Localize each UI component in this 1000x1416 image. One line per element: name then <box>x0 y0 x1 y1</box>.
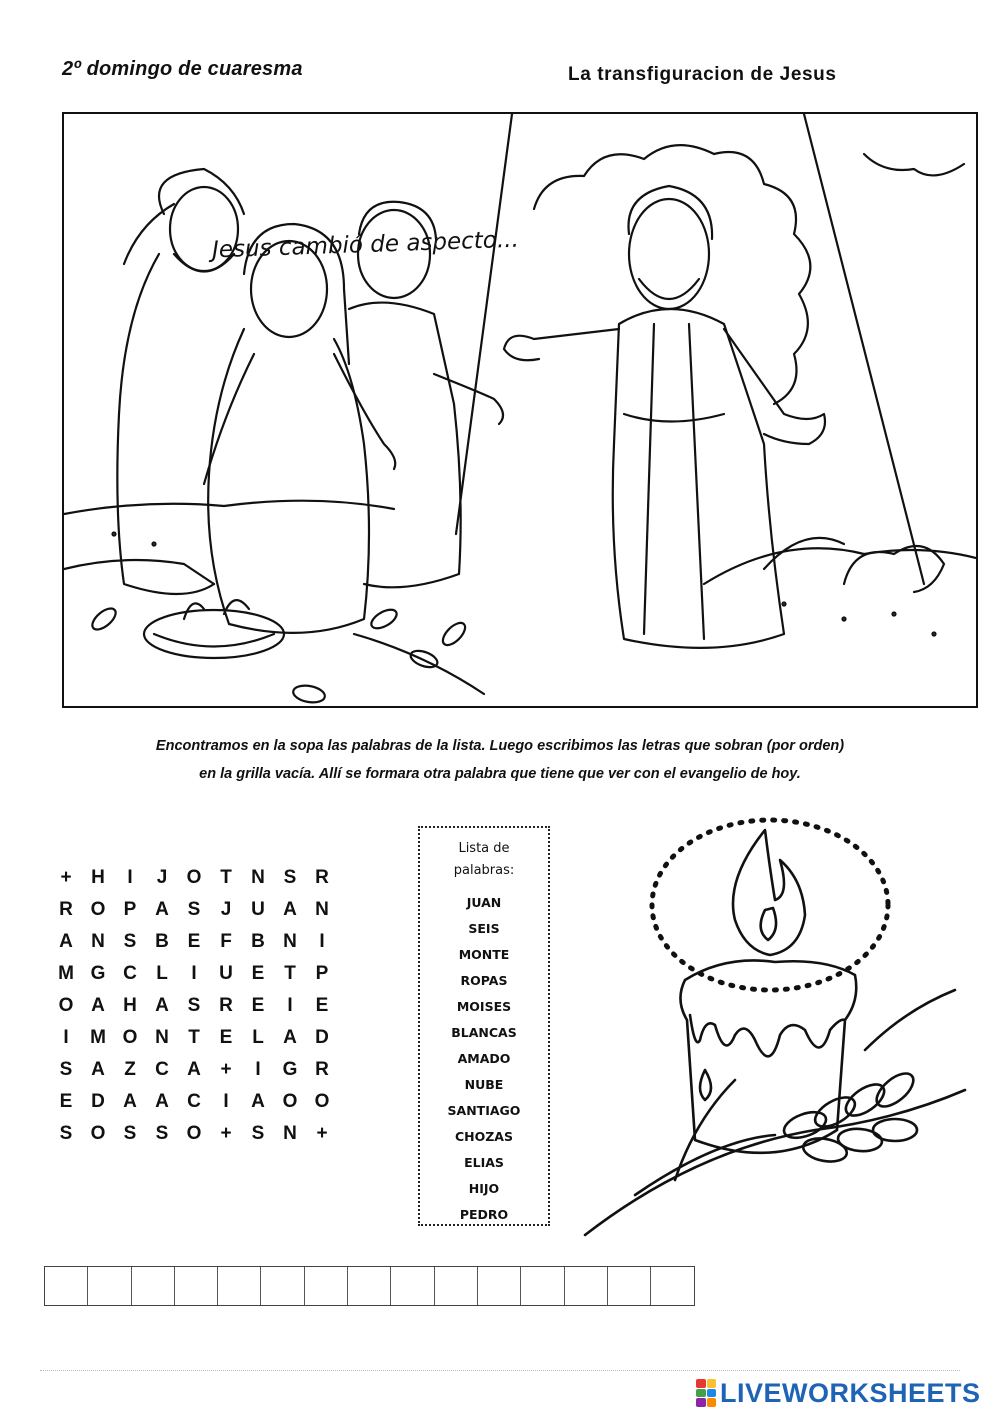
word-search-cell: S <box>155 1123 169 1144</box>
footer-divider <box>40 1370 960 1371</box>
word-search-cell: S <box>283 867 297 888</box>
liveworksheets-logo-icon <box>696 1379 716 1407</box>
word-search-cell: D <box>315 1027 329 1048</box>
word-search-cell: A <box>155 995 169 1016</box>
word-search-cell: A <box>283 1027 297 1048</box>
word-search-cell: C <box>155 1059 169 1080</box>
word-search-cell: S <box>187 995 201 1016</box>
word-search-cell: F <box>220 931 232 952</box>
word-list-item: MONTE <box>458 947 510 962</box>
word-search-cell: N <box>155 1027 169 1048</box>
word-search-cell: A <box>59 931 73 952</box>
instructions-line-1: Encontramos en la sopa las palabras de la lista. Luego escribimos las letras que sobran (por orden) <box>155 738 845 754</box>
word-search-cell: L <box>156 963 168 984</box>
word-search-cell <box>338 990 370 1022</box>
header-right-title: La transfiguracion de Jesus <box>568 64 837 85</box>
word-search-cell <box>338 1054 370 1086</box>
word-search-cell: E <box>59 1091 73 1112</box>
word-search-cell: I <box>287 995 293 1016</box>
word-search-cell: E <box>251 963 265 984</box>
word-list-item: SANTIAGO <box>447 1103 521 1118</box>
word-search-cell: H <box>123 995 137 1016</box>
word-search-cell: O <box>90 899 106 920</box>
word-search-cell: N <box>283 1123 297 1144</box>
illustration-caption: Jesus cambió de aspecto... <box>211 226 520 264</box>
word-search-cell: + <box>60 867 72 888</box>
answer-cell[interactable] <box>45 1267 88 1305</box>
answer-cell[interactable] <box>348 1267 391 1305</box>
word-search-cell: A <box>283 899 297 920</box>
word-list-item: SEIS <box>468 921 500 936</box>
instructions-line-2: en la grilla vacía. Allí se formara otra palabra que tiene que ver con el evangelio de hoy. <box>199 766 801 782</box>
word-search-cell: N <box>315 899 329 920</box>
word-search-cell: A <box>155 1091 169 1112</box>
word-search-cell <box>338 1118 370 1150</box>
answer-cell[interactable] <box>565 1267 608 1305</box>
word-search-cell: S <box>59 1059 73 1080</box>
answer-cell[interactable] <box>88 1267 131 1305</box>
word-search-cell: + <box>220 1059 232 1080</box>
answer-cell[interactable] <box>261 1267 304 1305</box>
word-search-cell: B <box>155 931 169 952</box>
word-list-item: ROPAS <box>460 973 508 988</box>
word-search-cell <box>338 958 370 990</box>
word-search-cell <box>338 926 370 958</box>
word-search-cell: R <box>315 867 329 888</box>
word-search-cell: Z <box>124 1059 136 1080</box>
word-search-cell: O <box>282 1091 298 1112</box>
answer-cell[interactable] <box>478 1267 521 1305</box>
word-search-cell: M <box>58 963 74 984</box>
word-search-cell: P <box>123 899 137 920</box>
word-search-cell: G <box>90 963 106 984</box>
header-left-title: 2º domingo de cuaresma <box>62 58 303 80</box>
word-list-item: ELIAS <box>464 1155 504 1170</box>
word-search-cell: O <box>186 867 202 888</box>
word-search-cell: O <box>314 1091 330 1112</box>
word-search-cell: I <box>127 867 133 888</box>
word-search-cell: S <box>187 899 201 920</box>
word-search-cell: G <box>282 1059 298 1080</box>
word-search-cell: T <box>188 1027 200 1048</box>
candle-icon <box>575 790 975 1260</box>
word-search-cell: R <box>315 1059 329 1080</box>
word-search-cell: T <box>220 867 232 888</box>
word-search-cell: R <box>219 995 233 1016</box>
answer-cell[interactable] <box>651 1267 694 1305</box>
word-list-title-line-2: palabras: <box>453 863 515 878</box>
word-search-cell: E <box>219 1027 233 1048</box>
word-search-cell: A <box>91 1059 105 1080</box>
word-list-item: BLANCAS <box>451 1025 517 1040</box>
word-search-cell: A <box>91 995 105 1016</box>
answer-cell[interactable] <box>305 1267 348 1305</box>
word-search-cell: O <box>90 1123 106 1144</box>
word-search-cell: J <box>220 899 232 920</box>
word-list-item: MOISES <box>456 999 512 1014</box>
word-search-cell: I <box>319 931 325 952</box>
word-search-cell: S <box>251 1123 265 1144</box>
word-search-cell: N <box>283 931 297 952</box>
answer-cell[interactable] <box>608 1267 651 1305</box>
word-search-cell: + <box>316 1123 328 1144</box>
word-search-cell: S <box>123 1123 137 1144</box>
illustration-drawing <box>64 114 978 708</box>
word-search-cell: U <box>251 899 265 920</box>
word-search-cell: I <box>63 1027 69 1048</box>
word-search-cell: C <box>123 963 137 984</box>
word-search-cell: A <box>123 1091 137 1112</box>
word-search-cell: N <box>251 867 265 888</box>
word-search-cell: N <box>91 931 105 952</box>
word-search-cell: D <box>91 1091 105 1112</box>
word-search-cell: M <box>90 1027 106 1048</box>
transfiguration-illustration <box>62 112 978 708</box>
word-list-item: CHOZAS <box>454 1129 513 1144</box>
word-search-grid <box>50 862 370 1150</box>
word-search-cell <box>338 862 370 894</box>
liveworksheets-logo[interactable] <box>696 1376 981 1410</box>
word-search-cell: R <box>59 899 73 920</box>
word-search-cell <box>338 1086 370 1118</box>
word-list-items <box>420 890 548 1228</box>
word-search-cell <box>338 1022 370 1054</box>
instructions <box>40 732 960 788</box>
word-list-item: HIJO <box>468 1181 500 1196</box>
word-search-cell: E <box>187 931 201 952</box>
word-search-cell: U <box>219 963 233 984</box>
word-search-cell: I <box>255 1059 261 1080</box>
word-search-cell: I <box>191 963 197 984</box>
word-search-cell: + <box>220 1123 232 1144</box>
answer-grid <box>44 1266 695 1306</box>
word-search-cell <box>338 894 370 926</box>
word-list-box <box>418 826 550 1226</box>
word-list-item: PEDRO <box>459 1207 509 1222</box>
word-search-cell: B <box>251 931 265 952</box>
word-search-cell: E <box>315 995 329 1016</box>
word-search-cell: A <box>187 1059 201 1080</box>
answer-cell[interactable] <box>435 1267 478 1305</box>
answer-cell[interactable] <box>391 1267 434 1305</box>
answer-cell[interactable] <box>175 1267 218 1305</box>
word-search-cell: T <box>284 963 296 984</box>
answer-cell[interactable] <box>218 1267 261 1305</box>
answer-cell[interactable] <box>132 1267 175 1305</box>
word-list-item: JUAN <box>466 895 502 910</box>
word-search-cell: I <box>223 1091 229 1112</box>
liveworksheets-brand-text: LIVEWORKSHEETS <box>720 1377 981 1408</box>
word-search-cell: S <box>123 931 137 952</box>
word-search-cell: O <box>122 1027 138 1048</box>
word-search-cell: J <box>156 867 168 888</box>
word-search-cell: O <box>186 1123 202 1144</box>
word-search-cell: H <box>91 867 105 888</box>
answer-cell[interactable] <box>521 1267 564 1305</box>
word-search-cell: S <box>59 1123 73 1144</box>
word-search-cell: P <box>315 963 329 984</box>
word-list-item: NUBE <box>464 1077 504 1092</box>
word-search-cell: A <box>251 1091 265 1112</box>
word-search-cell: E <box>251 995 265 1016</box>
word-search-cell: C <box>187 1091 201 1112</box>
word-search-cell: O <box>58 995 74 1016</box>
word-list-title <box>420 838 548 882</box>
word-list-title-line-1: Lista de <box>458 841 510 856</box>
word-search-cell: L <box>252 1027 264 1048</box>
word-search-cell: A <box>155 899 169 920</box>
word-list-item: AMADO <box>457 1051 511 1066</box>
